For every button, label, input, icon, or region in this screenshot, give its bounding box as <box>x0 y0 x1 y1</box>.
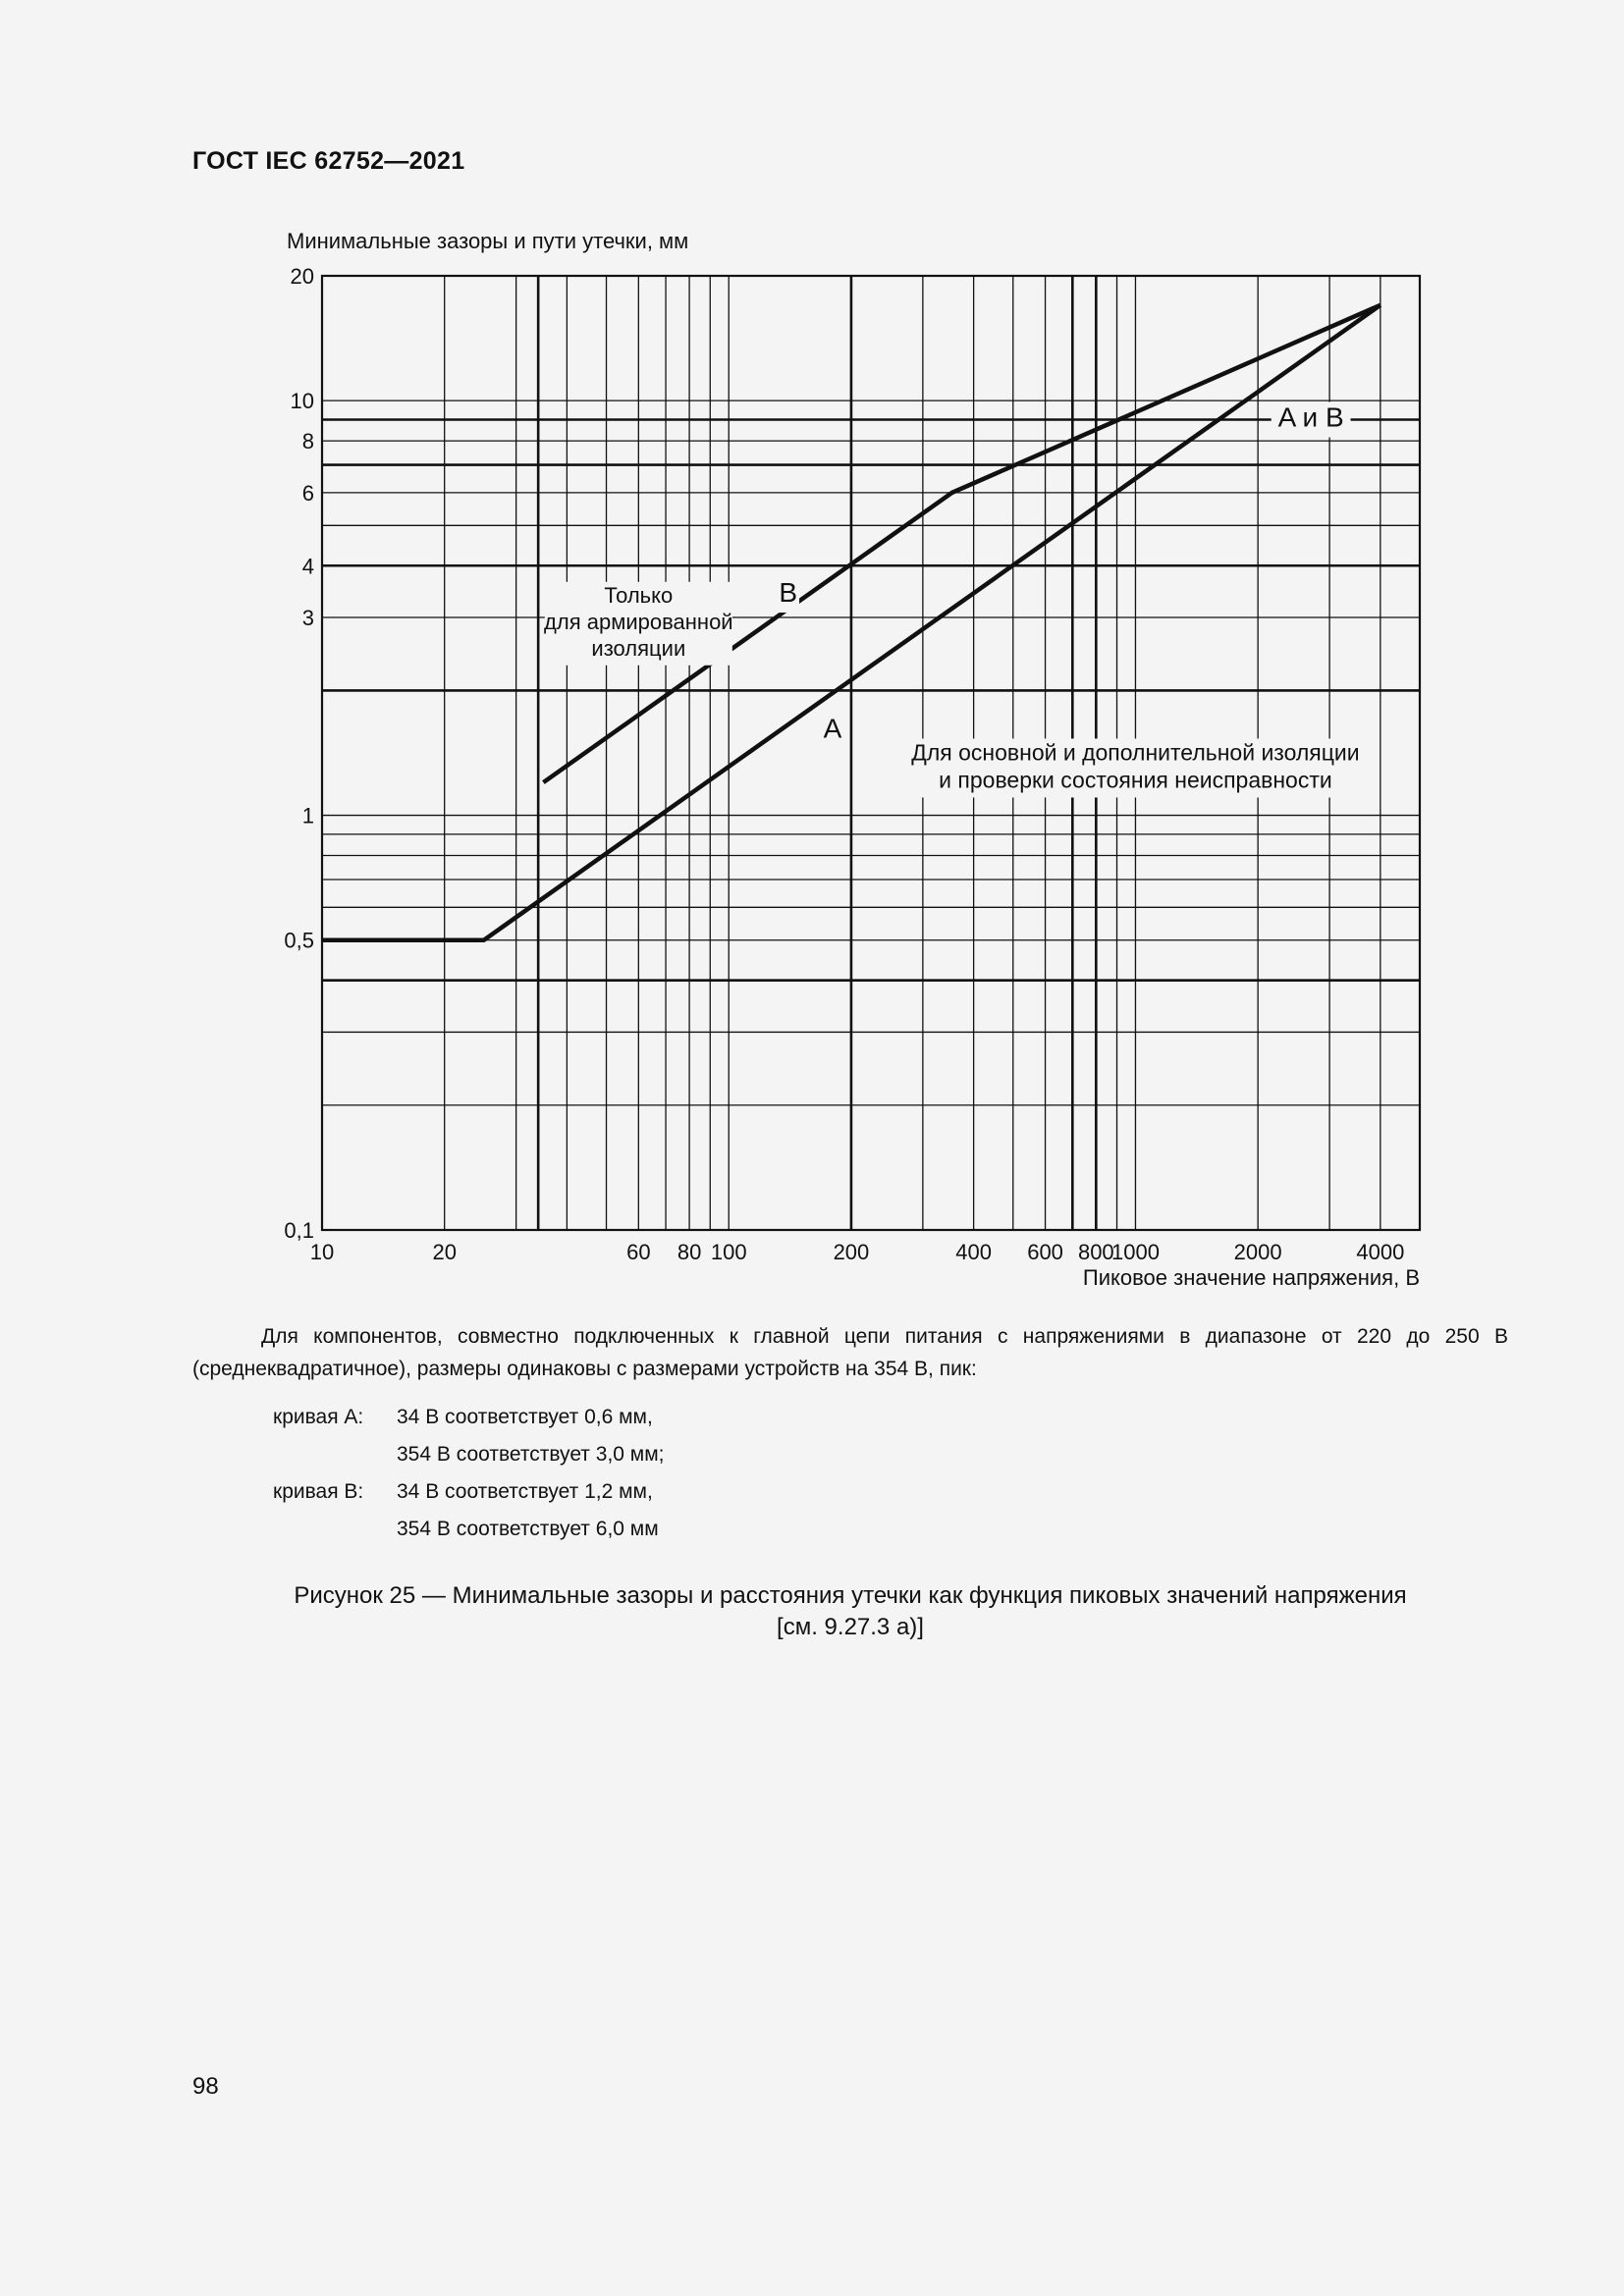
y-tick-label: 4 <box>301 554 314 579</box>
y-tick-label: 10 <box>290 389 314 414</box>
y-tick-label: 8 <box>301 429 314 454</box>
figure-caption <box>192 1580 1508 1643</box>
curve-label-a: A <box>823 713 842 744</box>
annotation-reinforced: Только <box>604 582 674 608</box>
curve-label-b: B <box>779 577 798 609</box>
page-number: 98 <box>192 2073 219 2100</box>
y-tick-label: 20 <box>290 264 314 289</box>
curve-note-text: 354 В соответствует 6,0 мм <box>397 1518 659 1540</box>
note-paragraph: Для компонентов, совместно подключенных к главной цепи питания с напряжениями в диапазоне от 220 до 250 В (среднеквадратичное), размеры одинаковы с размерами устройств на 354 В, пик: <box>192 1325 1508 1380</box>
x-tick-label: 20 <box>432 1240 457 1264</box>
curve-note-row <box>273 1473 665 1511</box>
curve-note-text: 34 В соответствует 0,6 мм, <box>397 1406 653 1428</box>
y-tick-label: 3 <box>301 606 314 631</box>
y-tick-label: 0,5 <box>284 928 314 953</box>
x-tick-label: 400 <box>955 1240 992 1264</box>
curve-note-row <box>273 1399 665 1436</box>
x-tick-label: 4000 <box>1356 1240 1405 1264</box>
y-tick-label: 6 <box>301 480 314 506</box>
annotation-reinforced: для армированной <box>544 609 733 634</box>
figure-caption-line1: Рисунок 25 — Минимальные зазоры и расстояния утечки как функция пиковых значений напряжения <box>294 1582 1407 1609</box>
curve-note-row <box>273 1436 665 1473</box>
curve-note-row <box>273 1511 665 1548</box>
y-tick-label: 1 <box>301 803 314 828</box>
x-tick-label: 600 <box>1027 1240 1063 1264</box>
curve-notes <box>273 1399 665 1548</box>
x-tick-label: 60 <box>626 1240 651 1264</box>
x-tick-label: 200 <box>833 1240 870 1264</box>
x-tick-label: 80 <box>677 1240 702 1264</box>
curve-note-text: 34 В соответствует 1,2 мм, <box>397 1480 653 1503</box>
annotation-basic-supplementary: Для основной и дополнительной изоляции <box>911 739 1360 766</box>
curve-note-text: 354 В соответствует 3,0 мм; <box>397 1443 665 1466</box>
curve-note-key <box>273 1436 397 1473</box>
curve-note-key: кривая B: <box>273 1480 364 1503</box>
x-tick-label: 800 <box>1077 1240 1114 1264</box>
x-axis-label: Пиковое значение напряжения, В <box>1082 1265 1420 1290</box>
x-tick-label: 2000 <box>1233 1240 1282 1264</box>
document-header: ГОСТ IEC 62752—2021 <box>192 147 465 175</box>
curve-note-key: кривая A: <box>273 1406 364 1428</box>
x-tick-label: 1000 <box>1110 1240 1160 1264</box>
curve-note-key <box>273 1511 397 1548</box>
annotation-reinforced: изоляции <box>591 635 686 661</box>
y-axis-label: Минимальные зазоры и пути утечки, мм <box>287 229 689 253</box>
annotation-basic-supplementary: и проверки состояния неисправности <box>939 767 1332 793</box>
curve-label-a-and-b: A и B <box>1277 401 1344 433</box>
figure-caption-line2: [см. 9.27.3 а)] <box>777 1614 924 1640</box>
x-tick-label: 100 <box>710 1240 747 1264</box>
y-tick-label: 0,1 <box>284 1218 314 1243</box>
x-tick-label: 10 <box>309 1240 335 1264</box>
